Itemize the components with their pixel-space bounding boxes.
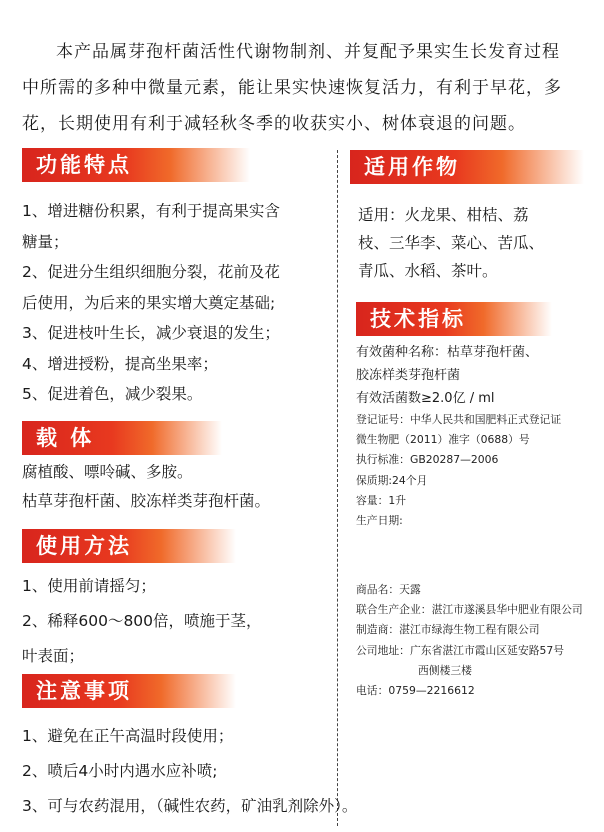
list-item: 3、可与农药混用，（碱性农药，矿油乳剂除外）。 [22,797,358,815]
usage-heading: 使用方法 [22,529,236,563]
crops-list [358,201,598,285]
list-item: 腐植酸、嘌呤碱、多胺。 [22,463,193,481]
carrier-list [22,458,334,516]
company-info [356,580,600,701]
list-item: 2、稀释600～800倍，喷施于茎， [22,612,262,630]
intro-line: 花，长期使用有利于减轻秋冬季的收获实小、树体衰退的问题。 [22,114,526,134]
usage-list [22,569,334,674]
company-line: 商品名：天露 [356,583,421,596]
list-item: 叶表面； [22,647,85,665]
list-item: 2、促进分生组织细胞分裂，花前及花 [22,263,280,281]
detail-line: 执行标准：GB20287—2006 [356,453,499,467]
detail-line: 保质期:24个月 [356,473,428,487]
detail-line: 生产日期: [356,514,403,528]
company-line: 公司地址：广东省湛江市霞山区延安路57号 [356,643,565,657]
specs-list [356,341,600,410]
list-item: 适用：火龙果、柑桔、荔 [358,206,529,224]
list-item: 4、增进授粉，提高坐果率； [22,354,218,373]
cautions-list [22,719,358,824]
list-item: 1、增进糖份积累，有利于提高果实含 [22,202,280,220]
features-list [22,196,334,410]
detail-line: 登记证号：中华人民共和国肥料正式登记证 [356,413,562,426]
intro-line: 中所需的多种中微量元素，能让果实快速恢复活力，有利于早花，多 [22,78,562,98]
list-item: 胶冻样类芽孢杆菌 [356,368,461,383]
list-item: 1、使用前请摇匀； [22,577,156,595]
specs-heading: 技术指标 [356,302,552,336]
list-item: 2、喷后4小时内遇水应补喷; [22,762,218,780]
list-item: 后使用，为后来的果实增大奠定基础; [22,293,276,312]
list-item: 1、避免在正午高温时段使用； [22,727,234,745]
detail-line: 微生物肥（2011）准字（0688）号 [356,433,530,447]
list-item: 青瓜、水稻、茶叶。 [358,262,498,280]
company-line: 西侧楼三楼 [418,663,472,677]
cautions-heading: 注意事项 [22,674,236,708]
list-item: 糖量； [22,232,69,251]
company-line: 制造商：湛江市绿海生物工程有限公司 [356,623,540,637]
carrier-heading: 载 体 [22,421,222,455]
company-line: 联合生产企业：湛江市遂溪县华中肥业有限公司 [356,603,583,617]
company-line: 电话：0759—2216612 [356,684,475,698]
crops-heading: 适用作物 [350,150,584,184]
list-item: 有效活菌数≥2.0亿 / ml [356,391,495,406]
detail-line: 容量：1升 [356,493,407,507]
list-item: 枝、三华李、菜心、苦瓜、 [358,234,545,252]
specs-details [356,410,600,531]
features-heading: 功能特点 [22,148,250,182]
intro-line: 本产品属芽孢杆菌活性代谢物制剂、并复配予果实生长发育过程 [56,42,560,62]
list-item: 有效菌种名称：枯草芽孢杆菌、 [356,345,539,360]
intro-paragraph [22,34,582,142]
list-item: 5、促进着色，减少裂果。 [22,385,203,403]
list-item: 枯草芽孢杆菌、胶冻样类芽孢杆菌。 [22,492,271,510]
list-item: 3、促进枝叶生长，减少衰退的发生； [22,324,280,342]
